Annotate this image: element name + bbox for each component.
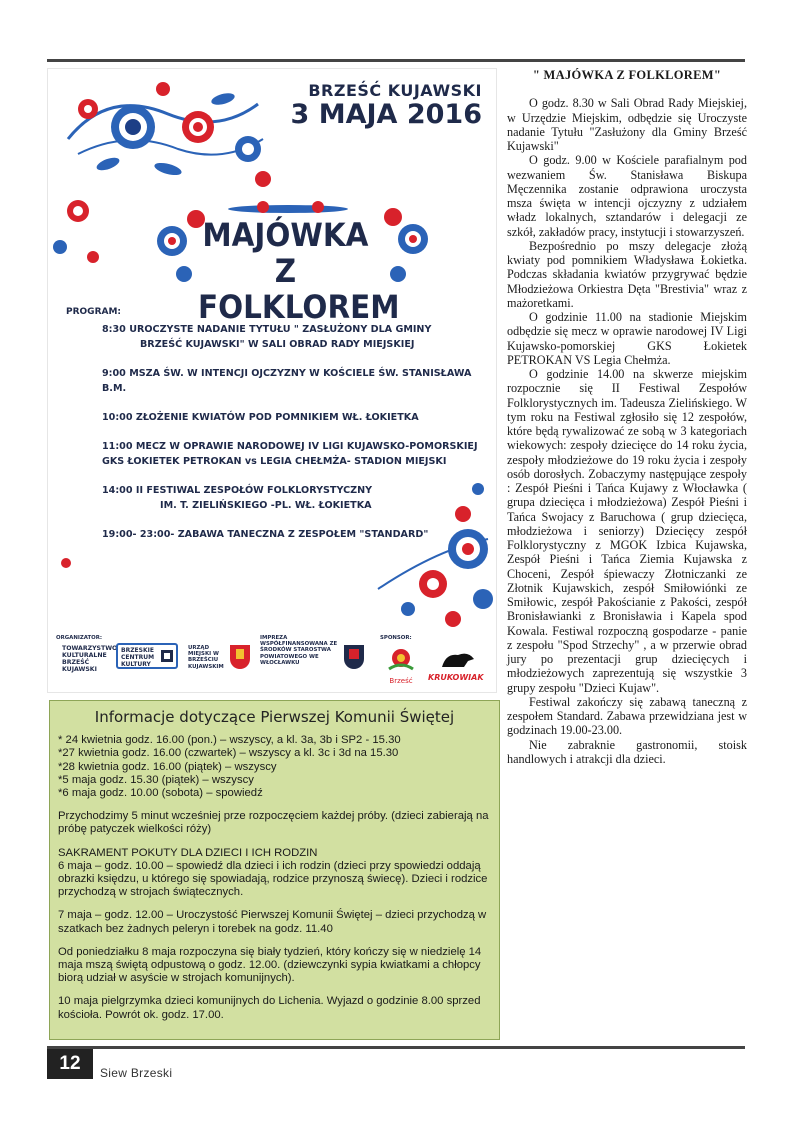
ceremony-text: 7 maja – godz. 12.00 – Uroczystość Pierwszej Komunii Świętej – dzieci przychodzą w szatkach bez żadnych peleryn i torebek na godz. 11.40 [58,909,487,935]
sponsor-label: SPONSOR: [380,635,412,641]
event-poster [47,68,497,693]
program-item [62,322,482,352]
krukowiak-logo [428,649,490,683]
program-item [62,527,482,542]
organizer-label: ORGANIZATOR: [56,635,103,641]
top-rule [47,59,745,62]
magazine-name: Siew Brzeski [100,1066,173,1080]
white-week-text: Od poniedziałku 8 maja rozpoczyna się biały tydzień, który kończy się w niedzielę 14 maja mszą świętą odpustową o godz. 12.00. (dziewczynki sypia kwiatkami a chłopcy biorą udział w asyście w strojach komunijnych). [58,945,482,985]
poster-title-line1: MAJÓWKA [202,216,369,254]
poster-title-line2: Z FOLKLOREM [198,252,400,326]
article-paragraph: O godzinie 14.00 na skwerze miejskim rozpocznie się II Festiwal Zespołów Folklorystycznych im. Tadeusza Zielińskiego. W tym roku na Festiwal zgłosiło się 12 zespołów, które będą rywalizować ze sobą w 3 kategoriach wiekowych: zespoły dziecięce do 14 roku życia, zespoły młodzieżowe do 19 roku życia i zespoły osób dorosłych. Zobaczymy następujące zespoły : Zespół Pieśni i Tańca Kujawy z Włocławka ( grupa dziecięca i młodzieżowa) Zespół Pieśni i Tańca Swojacy z Baruchowa ( grup dziecięca, młodzieżowa i seniorzy) Dziecięcy zespół Folklorystyczny z MGOK Izbica Kujawska, Zespół Pieśni i Tańca Ziemia Kujawska z Choceni, Zespół śpiewaczy Złotniczanki ze Złotnik Kujawskich, zespół Smiłowiónki ze Smiłowic, zespół Pakościanie z Pakości, zespół Bronisławianki z Bronisławia i Kapela spod Kowala. Festiwal rozpoczną gospodarze - panie z zespołu "Spod Strzechy" , a w przerwie obrad jury po prezentacji grup dziecięcych i młodzieżowych zaprezentują się wszystkie 3 grupy zespołu "Dzieci Kujaw". [507,367,747,695]
article-paragraph: O godz. 9.00 w Kościele parafialnym pod wezwaniem Św. Stanisława Biskupa Męczennika zostanie odprawiona uroczysta msza święta w intencji ojczyzny z udziałem władz lokalnych, sztandarów i delegacji ze szkół, zakładów pracy, instytucji i stowarzyszeń. [507,153,747,239]
program-item-line: IM. T. ZIELIŃSKIEGO -PL. WŁ. ŁOKIETKA [160,500,372,511]
article-paragraph: Bezpośrednio po mszy delegacje złożą kwiaty pod pomnikiem Władysława Łokietka. Podczas składania kwiatów przygrywać będzie Młodzieżowa Orkiestra Dęta "Brestivia" wraz z mażoretkami. [507,238,747,310]
communion-info-box [49,700,500,1040]
program-label: PROGRAM: [66,307,122,317]
program-item-line: 10:00 ZŁOŻENIE KWIATÓW POD POMNIKIEM WŁ. ŁOKIETKA [102,412,419,423]
bck-logo-text: BRZESKIE CENTRUM KULTURY [121,647,155,668]
confession-text: 6 maja – godz. 10.00 – spowiedź dla dzieci i ich rodzin (dzieci przy spowiedzi oddają obrazki księdzu, u którego się spowiadają, rodzice przynoszą świecę). Dzieci i rodzice przychodzą w strojach świątecznych. [58,859,488,899]
powiat-arms-icon [344,645,364,669]
article-paragraph: O godz. 8.30 w Sali Obrad Rady Miejskiej, w Urzędzie Miejskim, odbędzie się Uroczyste nadanie Tytułu "Zasłużony dla Gminy Brześć Kujawski" [507,96,747,153]
pilgrimage-text: 10 maja pielgrzymka dzieci komunijnych do Lichenia. Wyjazd o godzinie 8.00 sprzed kościoła. Powrót ok. godz. 17.00. [58,995,481,1021]
schedule-item: *28 kwietnia godz. 16.00 (piątek) – wszyscy [58,760,277,773]
schedule-item: *27 kwietnia godz. 16.00 (czwartek) – wszyscy a kl. 3c i 3d na 15.30 [58,747,399,760]
lion-icon [438,649,478,669]
program-item-line: GKS ŁOKIETEK PETROKAN vs LEGIA CHEŁMŻA- STADION MIEJSKI [102,456,447,467]
program-item [62,483,482,513]
program-item-line: 9:00 MSZA ŚW. W INTENCJI OJCZYZNY W KOŚCIELE ŚW. STANISŁAWA B.M. [102,368,472,394]
program-item [62,366,482,396]
article-title: " MAJÓWKA Z FOLKLOREM" [532,68,722,82]
program-item [62,439,482,469]
article-paragraph: Nie zabraknie gastronomii, stoisk handlowych i atrakcji dla dzieci. [507,737,747,766]
poster-date: 3 MAJA 2016 [290,99,482,130]
program-item-line: 14:00 II FESTIWAL ZESPOŁÓW FOLKLORYSTYCZNY [102,485,373,496]
bottom-rule [47,1046,745,1049]
communion-schedule [58,734,491,800]
poster-logos [48,633,497,693]
coat-of-arms-icon [230,645,250,669]
rehearsal-note: Przychodzimy 5 minut wcześniej prze rozpoczęciem każdej próby. (dzieci zabierają na próbę patyczek wielkości róży) [58,810,489,836]
poster-town: BRZEŚĆ KUJAWSKI [308,81,482,100]
flower-logo-icon [384,647,418,673]
brzesc-logo [384,647,418,685]
krukowiak-text: KRUKOWIAK [428,673,484,682]
coat-of-arms-inner [236,649,244,659]
program-item-line: 19:00- 23:00- ZABAWA TANECZNA Z ZESPOŁEM "STANDARD" [102,529,429,540]
program-item-line: 8:30 UROCZYSTE NADANIE TYTUŁU " ZASŁUŻONY DLA GMINY [102,324,432,335]
program-item-line: 11:00 MECZ W OPRAWIE NARODOWEJ IV LIGI KUJAWSKO-POMORSKIEJ [102,441,478,452]
program-item [62,410,482,425]
confession-heading: SAKRAMENT POKUTY DLA DZIECI I ICH RODZIN [58,846,318,859]
organizer-logo-tk: TOWARZYSTWO KULTURALNE BRZEŚĆ KUJAWSKI [62,645,118,673]
bck-square-icon [161,650,173,662]
schedule-item: *6 maja godz. 10.00 (sobota) – spowiedź [58,787,263,800]
page-number: 12 [47,1049,93,1079]
poster-program [62,305,482,542]
bck-logo [116,643,178,669]
poster-header [291,81,482,130]
brzesc-logo-text: Brześć [389,677,413,685]
schedule-item: * 24 kwietnia godz. 16.00 (pon.) – wszyscy, a kl. 3a, 3b i SP2 - 15.30 [58,734,401,747]
article-column [507,68,747,766]
urzad-logo-text: URZĄD MIEJSKI W BRZEŚCIU KUJAWSKIM [188,645,224,670]
article-paragraph: Festiwal zakończy się zabawą taneczną z zespołem Standard. Zabawa przewidziana jest w godzinach 19.00-23.00. [507,694,747,738]
infobox-title: Informacje dotyczące Pierwszej Komunii Świętej [94,708,455,726]
powiat-arms-inner [349,649,359,659]
program-item-line: BRZEŚĆ KUJAWSKI" W SALI OBRAD RADY MIEJSKIEJ [140,339,415,350]
article-paragraph: O godzinie 11.00 na stadionie Miejskim odbędzie się mecz w oprawie narodowej IV Ligi Kujawsko-pomorskiej GKS Łokietek PETROKAN VS Legia Chełmża. [507,310,747,367]
schedule-item: *5 maja godz. 15.30 (piątek) – wszyscy [58,773,254,786]
starostwo-logo-text: IMPREZA WSPÓŁFINANSOWANA ZE ŚRODKÓW STAROSTWA POWIATOWEGO WE WŁOCŁAWKU [260,635,338,666]
